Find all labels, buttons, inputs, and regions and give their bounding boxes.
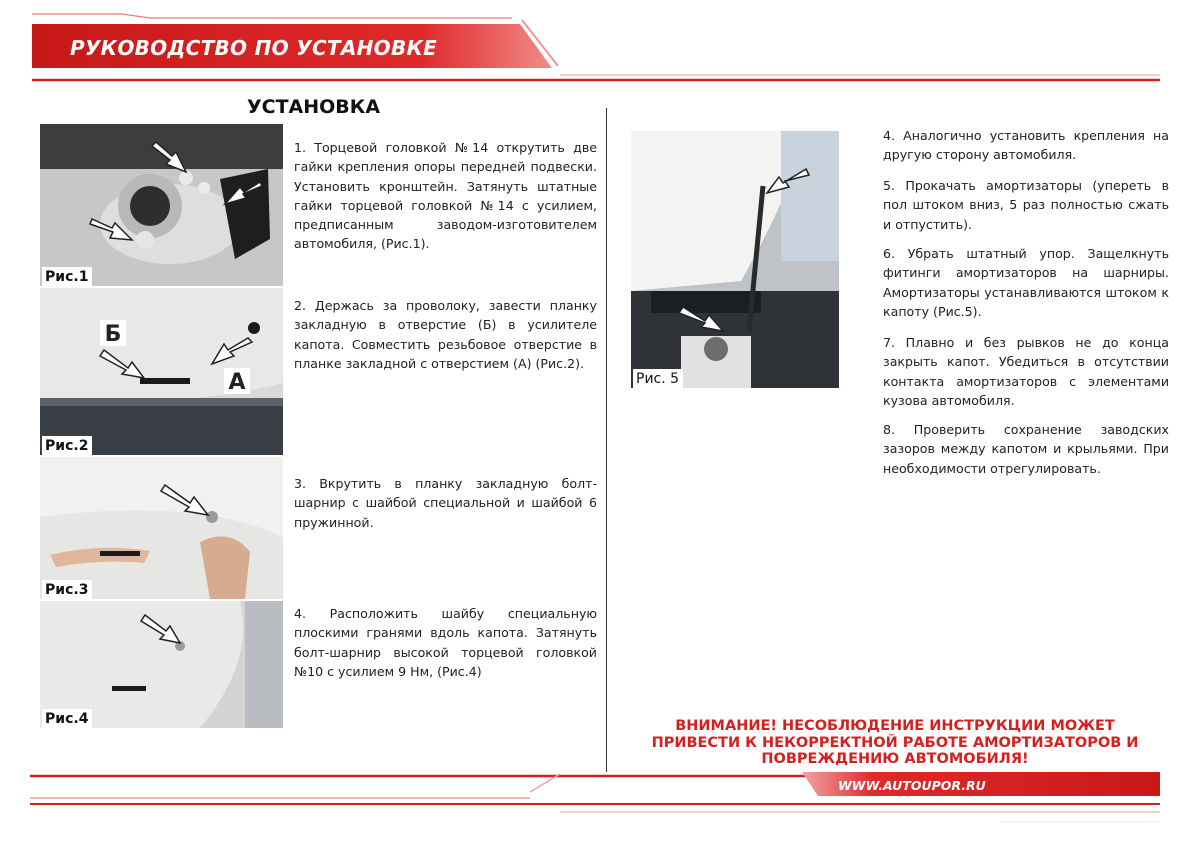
step-1-text: 1. Торцевой головкой №14 открутить две гайки крепления опоры передней подвески. Установить кронштейн. Затянуть штатные гайки торцевой головкой №14 с усилием, предписанным заводом-изготовителем автомобиля, (Рис.1). bbox=[294, 140, 597, 252]
step-2-text: 2. Держась за проволоку, завести планку закладную в отверстие (Б) в усилителе капота. Совместить резьбовое отверстие в планке закладной с отверстием (А) (Рис.2). bbox=[294, 298, 597, 371]
step-8-text: 8. Проверить сохранение заводских зазоров между капотом и крыльями. При необходимости отрегулировать. bbox=[883, 422, 1169, 476]
section-title: УСТАНОВКА bbox=[247, 96, 381, 118]
figure-2-label-b: Б bbox=[104, 322, 122, 347]
figure-5-photo bbox=[631, 131, 839, 388]
figure-3-photo bbox=[40, 457, 283, 599]
figure-caption: Рис.3 bbox=[42, 580, 92, 599]
figure-caption: Рис. 5 bbox=[633, 369, 683, 388]
figure-caption: Рис.1 bbox=[42, 267, 92, 286]
figure-caption: Рис.4 bbox=[42, 709, 92, 728]
figure-caption: Рис.2 bbox=[42, 436, 92, 455]
step-7-text: 7. Плавно и без рывков не до конца закрыть капот. Убедиться в отсутствии контакта амортизаторов с элементами кузова автомобиля. bbox=[883, 335, 1169, 408]
column-divider bbox=[606, 108, 607, 772]
step-4b-text: 4. Аналогично установить крепления на другую сторону автомобиля. bbox=[883, 128, 1169, 163]
figure-1-photo bbox=[40, 124, 283, 286]
step-3-text: 3. Вкрутить в планку закладную болт-шарнир с шайбой специальной и шайбой 6 пружинной. bbox=[294, 476, 597, 530]
figure-2-photo bbox=[40, 288, 283, 455]
footer-website-link[interactable]: WWW.AUTOUPOR.RU bbox=[838, 778, 986, 793]
step-4-text: 4. Расположить шайбу специальную плоскими гранями вдоль капота. Затянуть болт-шарнир высокой торцевой головкой №10 с усилием 9 Нм, (Рис.4) bbox=[294, 606, 597, 679]
figure-4-photo bbox=[40, 601, 283, 728]
step-5-text: 5. Прокачать амортизаторы (упереть в пол штоком вниз, 5 раз полностью сжать и отпустить). bbox=[883, 178, 1169, 232]
step-6-text: 6. Убрать штатный упор. Защелкнуть фитинги амортизаторов на шарниры. Амортизаторы устанавливаются штоком к капоту (Рис.5). bbox=[883, 246, 1169, 319]
header-title: РУКОВОДСТВО ПО УСТАНОВКЕ bbox=[70, 36, 438, 60]
footer-banner bbox=[0, 770, 1200, 848]
warning-notice: ВНИМАНИЕ! НЕСОБЛЮДЕНИЕ ИНСТРУКЦИИ МОЖЕТ ПРИВЕСТИ К НЕКОРРЕКТНОЙ РАБОТЕ АМОРТИЗАТОРОВ И ПОВРЕЖДЕНИЮ АВТОМОБИЛЯ! bbox=[651, 718, 1139, 767]
figure-2-label-a: А bbox=[228, 370, 246, 395]
